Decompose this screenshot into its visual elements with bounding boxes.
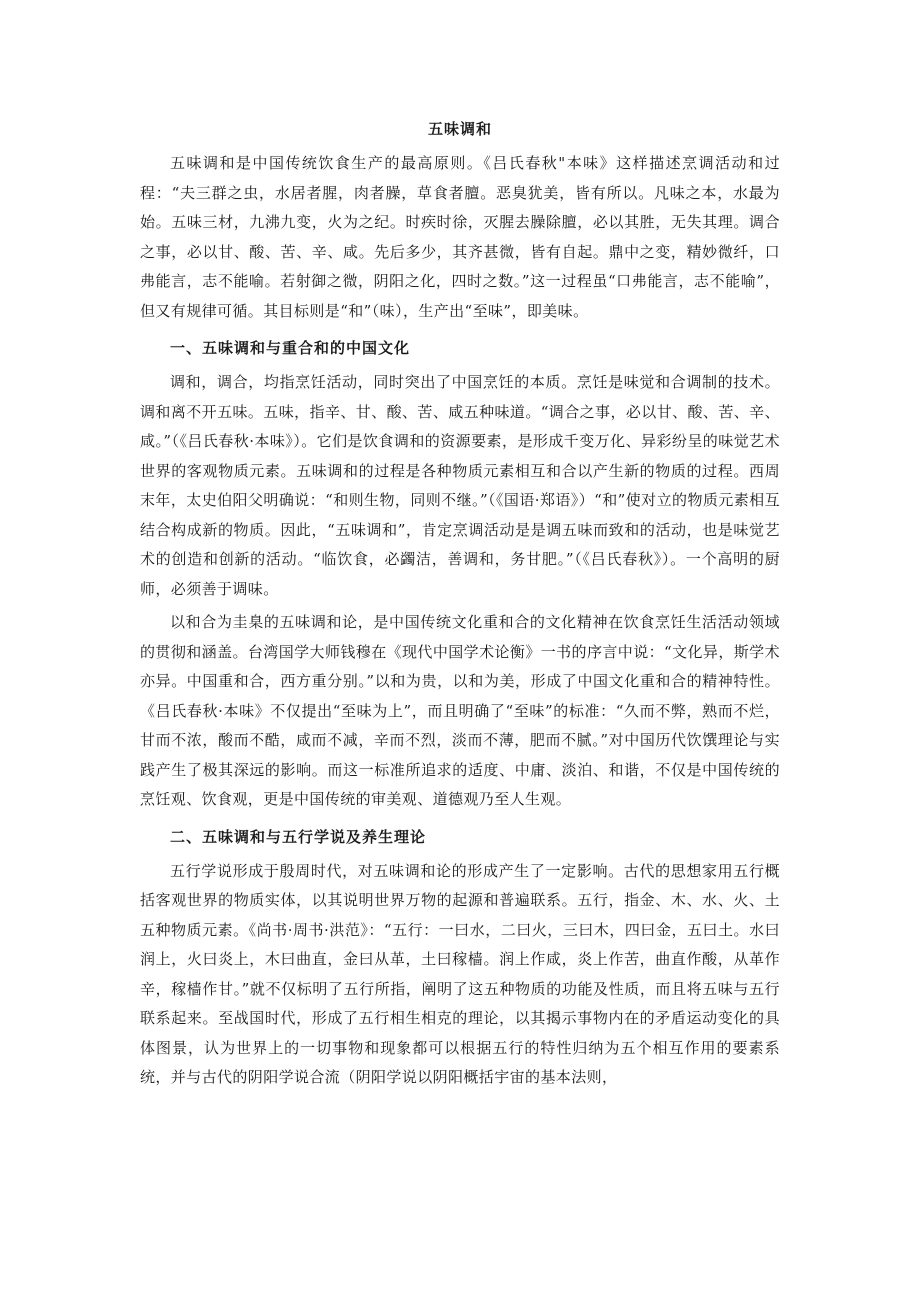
intro-paragraph: 五味调和是中国传统饮食生产的最高原则。《吕氏春秋"本味》这样描述烹调活动和过程：“夫三群之虫，水居者腥，肉者臊，草食者膻。恶臭犹美，皆有所以。凡味之本，水最为始。五味三材，九沸九变，火为之纪。时疾时徐，灭腥去臊除膻，必以其胜，无失其理。调合之事，必以甘、酸、苦、辛、咸。先后多少，其齐甚微，皆有自起。鼎中之变，精妙微纤，口弗能言，志不能喻。若射御之微，阴阳之化，四时之数。”这一过程虽“口弗能言，志不能喻”，但又有规律可循。其目标则是“和”（味），生产出“至味”，即美味。 [140, 154, 780, 320]
section-2-paragraph-1: 五行学说形成于殷周时代，对五味调和论的形成产生了一定影响。古代的思想家用五行概括客观世界的物质实体，以其说明世界万物的起源和普遍联系。五行，指金、木、水、火、土五种物质元素。《尚书·周书·洪范》：“五行：一曰水，二曰火，三曰木，四曰金，五曰土。水曰润上，火曰炎上，木曰曲直，金曰从革，土曰稼樯。润上作咸，炎上作苦，曲直作酸，从革作辛，稼樯作甘。”就不仅标明了五行所指，阐明了这五种物质的功能及性质，而且将五味与五行联系起来。至战国时代，形成了五行相生相克的理论，以其揭示事物内在的矛盾运动变化的具体图景，认为世界上的一切事物和现象都可以根据五行的特性归纳为五个相互作用的要素系统，并与古代的阴阳学说合流（阴阳学说以阴阳概括宇宙的基本法则， [140, 861, 780, 1086]
section-1-paragraph-1: 调和，调合，均指烹饪活动，同时突出了中国烹饪的本质。烹饪是味觉和合调制的技术。调和离不开五味。五味，指辛、甘、酸、苦、咸五种味道。“调合之事，必以甘、酸、苦、辛、咸。”（《吕氏春秋·本味》）。它们是饮食调和的资源要素，是形成千变万化、异彩纷呈的味觉艺术世界的客观物质元素。五味调和的过程是各种物质元素相互和合以产生新的物质的过程。西周末年，太史伯阳父明确说：“和则生物，同则不继。”（《国语·郑语》）“和”使对立的物质元素相互结合构成新的物质。因此，“五味调和”，肯定烹调活动是是调五味而致和的活动，也是味觉艺术的创造和创新的活动。“临饮食，必蠲洁，善调和，务甘肥。”（《吕氏春秋》）。一个高明的厨师，必须善于调味。 [140, 373, 780, 598]
document-page [140, 117, 780, 1093]
document-title: 五味调和 [427, 120, 492, 138]
section-1-heading: 一、五味调和与重合和的中国文化 [170, 339, 411, 357]
section-1-paragraph-2: 以和合为圭臬的五味调和论，是中国传统文化重和合的文化精神在饮食烹饪生活活动领域的贯彻和涵盖。台湾国学大师钱穆在《现代中国学术论衡》一书的序言中说：“文化异，斯学术亦异。中国重和合，西方重分别。”以和为贵，以和为美，形成了中国文化重和合的精神特性。《吕氏春秋·本味》不仅提出“至味为上”，而且明确了“至味”的标准：“久而不弊，熟而不烂，甘而不浓，酸而不酷，咸而不减，辛而不烈，淡而不薄，肥而不腻。”对中国历代饮馔理论与实践产生了极其深远的影响。而这一标准所追求的适度、中庸、淡泊、和谐，不仅是中国传统的烹饪观、饮食观，更是中国传统的审美观、道德观乃至人生观。 [140, 613, 780, 808]
section-2-heading: 二、五味调和与五行学说及养生理论 [170, 827, 427, 846]
